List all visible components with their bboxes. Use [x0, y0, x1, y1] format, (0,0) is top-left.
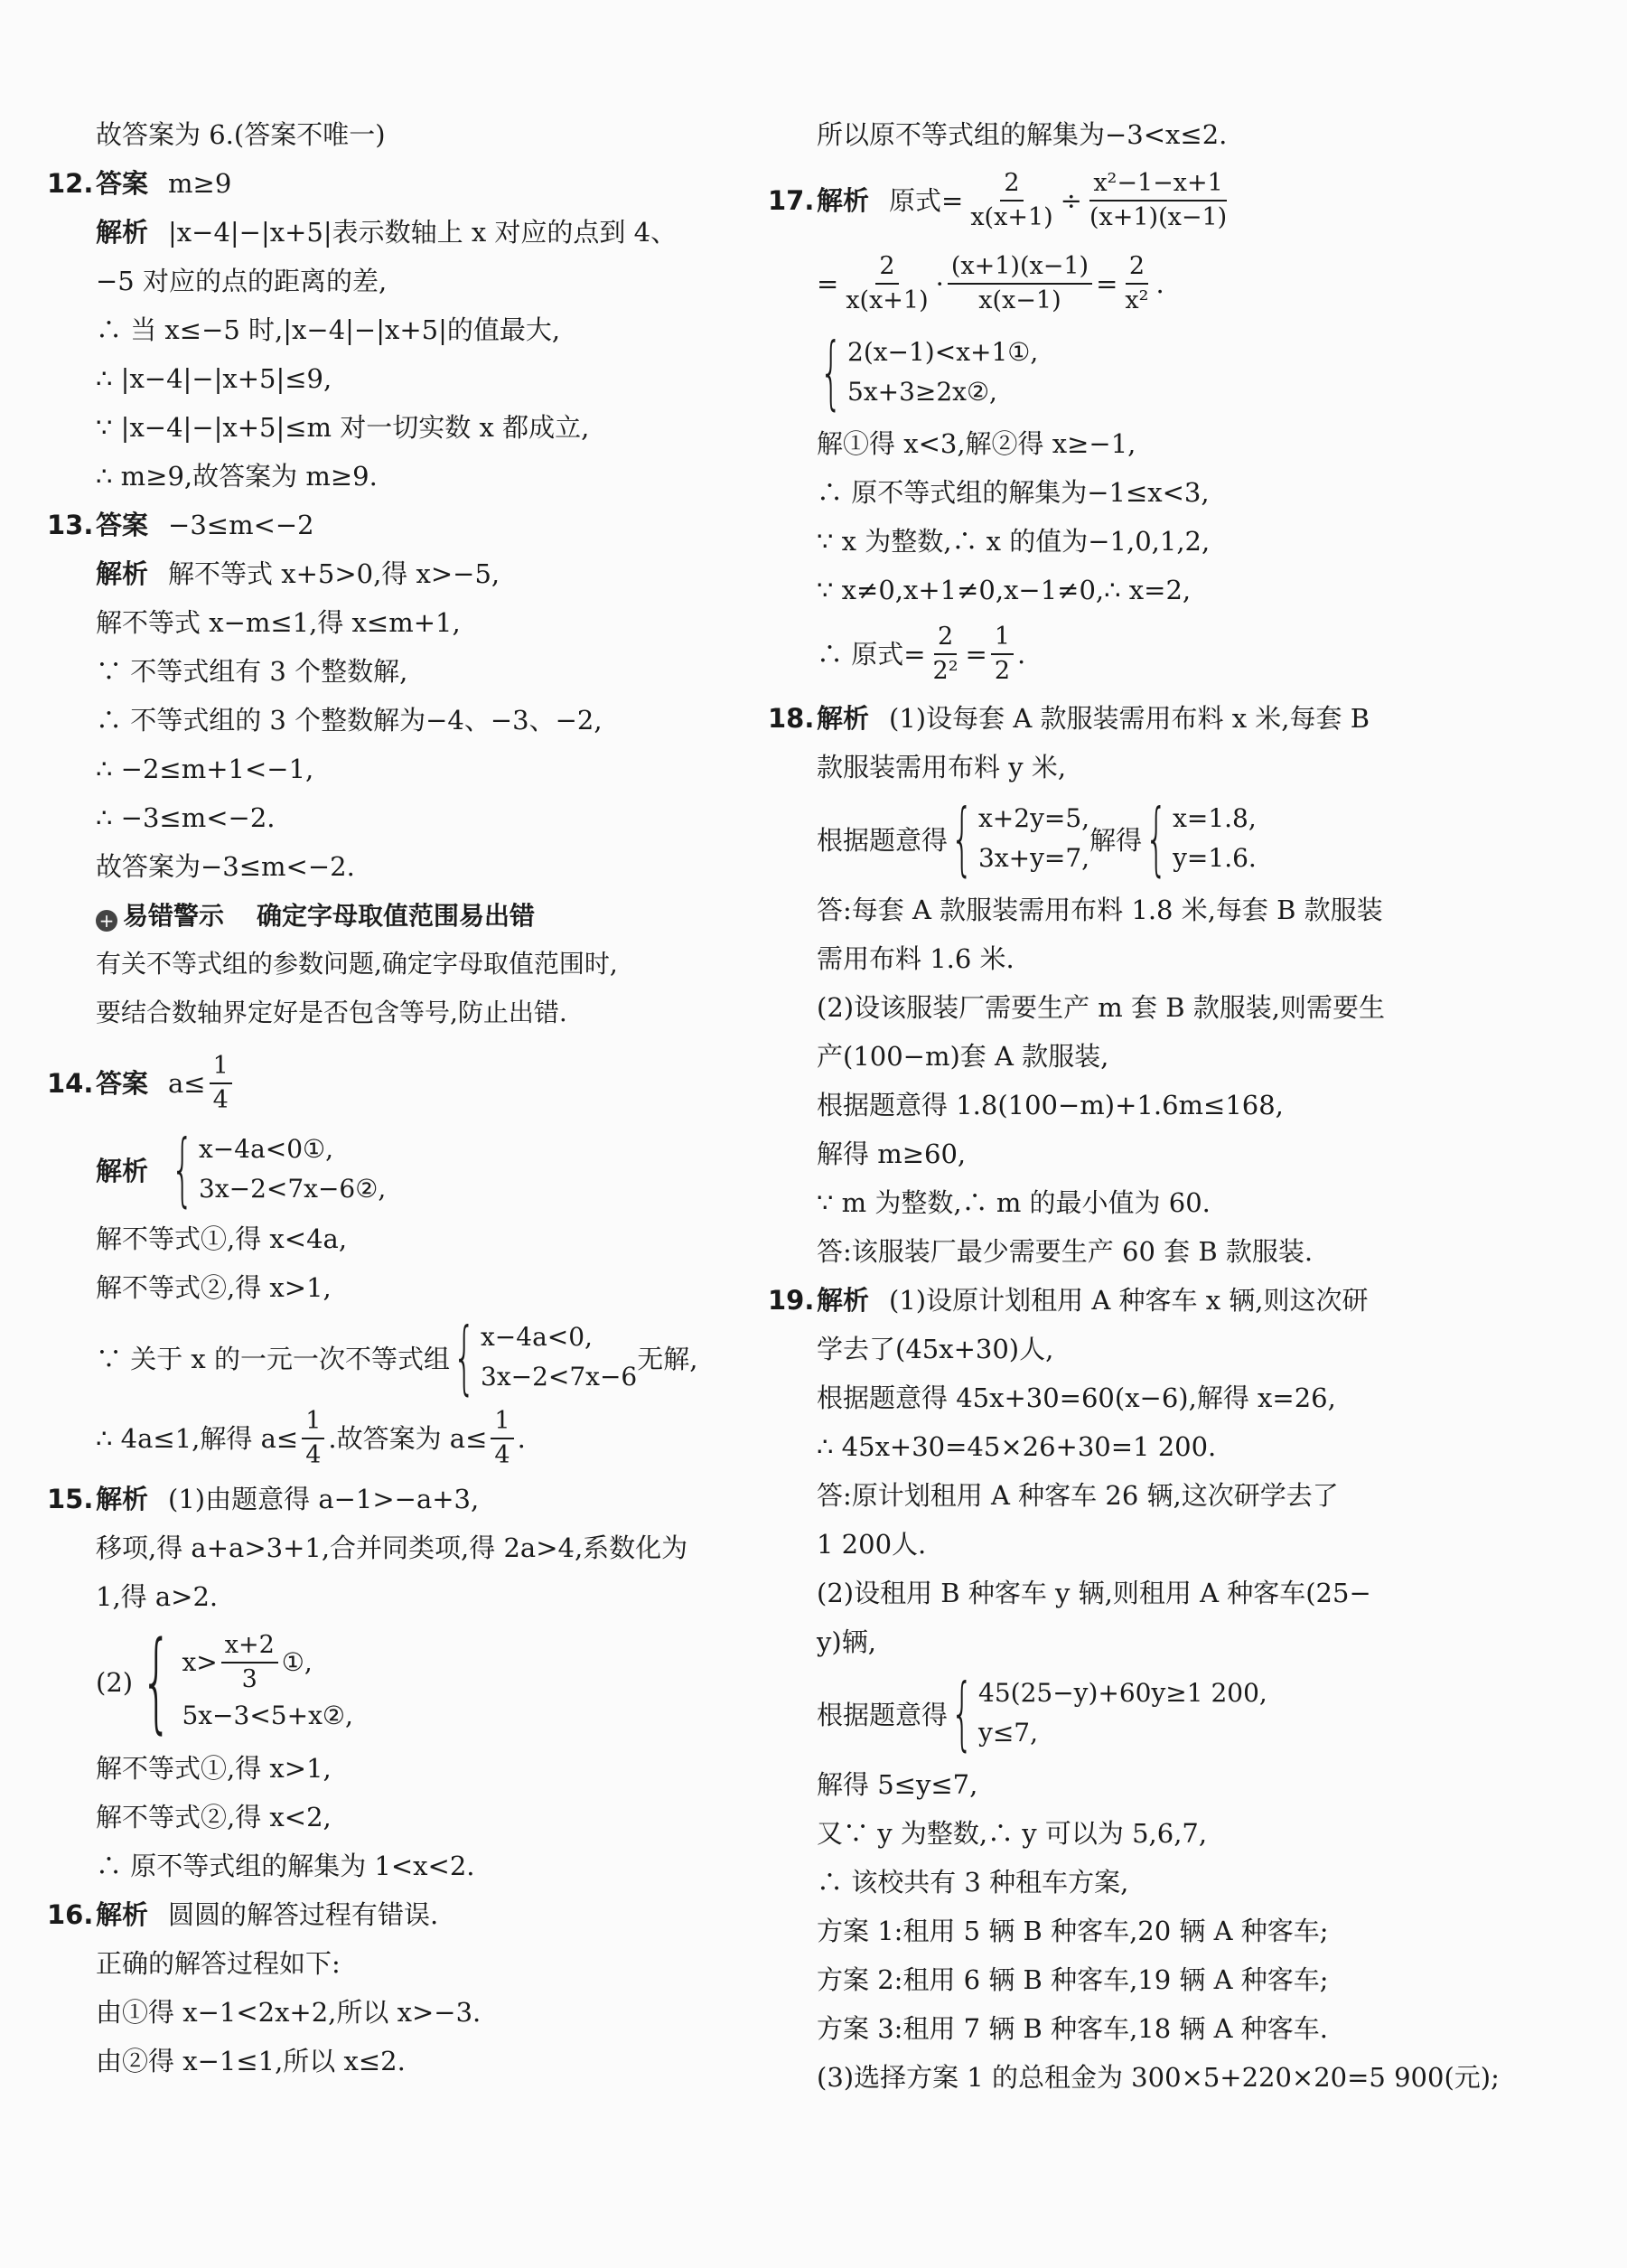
- q17-last-line: ∴ 原式= $\frac{2}{\text{2²}}$ = $\frac{1}{2}$ .: [768, 614, 1585, 694]
- text-line: ∴ 45x+30=45×26+30=1 200.: [817, 1431, 1217, 1462]
- q12-solution-line: [47, 208, 743, 257]
- q12-answer-line: [47, 159, 743, 208]
- text-line: ∴ 原不等式组的解集为 1<x<2.: [96, 1851, 475, 1881]
- answer-value: m≥9: [168, 168, 232, 199]
- fraction: $\frac{1}{4}$: [491, 1405, 513, 1472]
- text-line: ∵ m 为整数,∴ m 的最小值为 60.: [817, 1187, 1211, 1218]
- text-line: 由②得 x−1≤1,所以 x≤2.: [96, 2046, 406, 2076]
- text-line: 又∵ y 为整数,∴ y 可以为 5,6,7,: [817, 1818, 1208, 1849]
- answer-prefix: a≤: [168, 1068, 206, 1099]
- text-line: −5 对应的点的距离的差,: [96, 266, 388, 296]
- question-number: 19.: [768, 1285, 815, 1316]
- inequality-system: { x−4a<0, 3x−2<7x−6: [453, 1310, 638, 1403]
- text-line: 解得 m≥60,: [817, 1139, 967, 1169]
- text-line: ∴ 原不等式组的解集为−1≤x<3,: [817, 477, 1210, 508]
- q15-first-line: 15.解析 (1)由题意得 a−1>−a+3,: [47, 1475, 743, 1523]
- solution-tag: 解析: [96, 217, 149, 248]
- text-line: 故答案为 6.(答案不唯一): [96, 119, 386, 150]
- text-line: ∵ |x−4|−|x+5|≤m 对一切实数 x 都成立,: [96, 412, 590, 443]
- text-line: |x−4|−|x+5|表示数轴上 x 对应的点到 4、: [168, 217, 678, 248]
- text-line: 答:每套 A 款服装需用布料 1.8 米,每套 B 款服装: [817, 895, 1383, 925]
- text-line: 学去了(45x+30)人,: [817, 1334, 1054, 1364]
- brace-icon: {: [171, 1122, 194, 1215]
- text-line: ∴ −3≤m<−2.: [96, 802, 276, 833]
- answer-tag: 答案: [96, 510, 149, 540]
- text-line: 正确的解答过程如下:: [96, 1948, 341, 1979]
- text-line: (2)设该服装厂需要生产 m 套 B 款服装,则需要生: [817, 992, 1385, 1023]
- solution-tag: 解析: [817, 703, 870, 734]
- brace-icon: {: [141, 1619, 173, 1745]
- text-line: (2)设租用 B 种客车 y 辆,则租用 A 种客车(25−: [817, 1578, 1371, 1608]
- q14-answer-line: [47, 1043, 743, 1124]
- warning-text: 要结合数轴界定好是否包含等号,防止出错.: [96, 998, 567, 1027]
- fraction: $\frac{1}{2}$: [991, 621, 1014, 688]
- text-line: 需用布料 1.6 米.: [817, 943, 1015, 974]
- answer-tag: 答案: [96, 1068, 149, 1099]
- text-line: 款服装需用布料 y 米,: [817, 752, 1067, 783]
- left-column: [47, 110, 743, 2085]
- text-line: 答:原计划租用 A 种客车 26 辆,这次研学去了: [817, 1480, 1339, 1511]
- solution-tag: 解析: [96, 1484, 149, 1514]
- inequality-system: { 45(25−y)+60y≥1 200, y≤7,: [950, 1666, 1267, 1759]
- text-line: ∴ 当 x≤−5 时,|x−4|−|x+5|的值最大,: [96, 314, 561, 345]
- text-line: 1 200人.: [817, 1529, 927, 1560]
- solution-tag: 解析: [96, 1899, 149, 1930]
- q15-system-line: (2) { x> $\frac{x+2}{3}$ ①, 5x−3<5+x②,: [96, 1619, 353, 1745]
- warning-title: 确定字母取值范围易出错: [257, 901, 536, 931]
- text-line: ∵ 不等式组有 3 个整数解,: [96, 656, 408, 687]
- text-line: 解不等式①,得 x<4a,: [96, 1223, 348, 1254]
- question-number: 12.: [47, 168, 94, 199]
- text-line: ∴ 不等式组的 3 个整数解为−4、−3、−2,: [96, 705, 603, 736]
- plus-circle-icon: +: [96, 910, 117, 932]
- inequality-system: { x> $\frac{x+2}{3}$ ①, 5x−3<5+x②,: [141, 1619, 353, 1745]
- q17-expr-line: = $\frac{2}{x(x+1)}$ · $\frac{(x+1)(x-1)}{x(x-1)}$ = $\frac{2}{\text{x²}}$ .: [768, 242, 1585, 325]
- q14-last-line: ∴ 4a≤1,解得 a≤ $\frac{1}{4}$ .故答案为 a≤ $\frac{1}{4}$ .: [47, 1402, 743, 1475]
- text-line: ∴ −2≤m+1<−1,: [96, 754, 314, 784]
- fraction: $\frac{(x+1)(x-1)}{x(x-1)}$: [948, 250, 1092, 317]
- solution-system: { x=1.8, y=1.6.: [1145, 792, 1257, 885]
- inequality-system: { x−4a<0①, 3x−2<7x−6②,: [171, 1122, 387, 1215]
- warning-label: 易错警示: [123, 901, 225, 931]
- q17-system: [768, 325, 1585, 419]
- fraction: $\frac{\text{x²−1−x+1}}{(x+1)(x-1)}$: [1089, 169, 1228, 231]
- answer-tag: 答案: [96, 168, 149, 199]
- q17-expr-line: 17. 解析 原式= $\frac{2}{x(x+1)}$ ÷ $\frac{\text{x²−1−x+1}}{(x+1)(x-1)}$: [768, 159, 1585, 242]
- fraction: $\frac{2}{x(x+1)}$: [846, 252, 929, 314]
- text-line: 方案 1:租用 5 辆 B 种客车,20 辆 A 种客车;: [817, 1916, 1329, 1946]
- fraction: $\frac{2}{\text{2²}}$: [932, 623, 958, 685]
- warning-text: 有关不等式组的参数问题,确定字母取值范围时,: [96, 949, 618, 979]
- question-number: 16.: [47, 1899, 94, 1930]
- text-line: ∴ 该校共有 3 种租车方案,: [817, 1867, 1129, 1898]
- text-line: 方案 2:租用 6 辆 B 种客车,19 辆 A 种客车;: [817, 1964, 1329, 1995]
- q18-first-line: 18.解析 (1)设每套 A 款服装需用布料 x 米,每套 B: [768, 694, 1585, 743]
- text-line: (3)选择方案 1 的总租金为 300×5+220×20=5 900(元);: [817, 2062, 1500, 2093]
- text-line: 解不等式 x−m≤1,得 x≤m+1,: [96, 607, 461, 638]
- text-line: 解不等式①,得 x>1,: [96, 1753, 332, 1784]
- text-line: 所以原不等式组的解集为−3<x≤2.: [817, 119, 1228, 150]
- q19-system-line: 根据题意得 { 45(25−y)+60y≥1 200, y≤7,: [817, 1666, 1267, 1759]
- solution-tag: 解析: [817, 185, 870, 216]
- text-line: 解不等式 x+5>0,得 x>−5,: [168, 558, 500, 589]
- text-line: ∵ x≠0,x+1≠0,x−1≠0,∴ x=2,: [817, 575, 1192, 605]
- question-number: 13.: [47, 510, 94, 540]
- fraction: $\frac{1}{4}$: [302, 1405, 324, 1472]
- fraction: $\frac{x+2}{3}$: [221, 1629, 278, 1696]
- q13-answer-line: [47, 501, 743, 549]
- solution-tag: 解析: [96, 558, 149, 589]
- q16-first-line: 16.解析 圆圆的解答过程有错误.: [47, 1890, 743, 1939]
- question-number: 15.: [47, 1484, 94, 1514]
- text-line: 1,得 a>2.: [96, 1581, 219, 1612]
- question-number: 14.: [47, 1068, 94, 1099]
- brace-icon: {: [453, 1310, 476, 1403]
- text-line: 解不等式②,得 x>1,: [96, 1272, 332, 1303]
- text-line: y)辆,: [817, 1626, 876, 1657]
- q18-system-line: 根据题意得 { x+2y=5, 3x+y=7, 解得 { x=1.8, y=1.6.: [817, 792, 1257, 885]
- answer-value: −3≤m<−2: [168, 510, 314, 540]
- brace-icon: {: [950, 1666, 974, 1759]
- fraction: $\frac{1}{4}$: [210, 1050, 232, 1117]
- text-line: 解不等式②,得 x<2,: [96, 1802, 332, 1832]
- question-number: 18.: [768, 703, 815, 734]
- brace-icon: {: [1145, 792, 1168, 885]
- brace-icon: {: [819, 325, 843, 418]
- text-line: ∴ |x−4|−|x+5|≤9,: [96, 363, 332, 394]
- fraction: $\frac{2}{x(x+1)}$: [970, 169, 1053, 231]
- text-line: ∴ m≥9,故答案为 m≥9.: [96, 461, 378, 492]
- text-line: 根据题意得 45x+30=60(x−6),解得 x=26,: [817, 1382, 1336, 1413]
- text-line: 解①得 x<3,解②得 x≥−1,: [817, 428, 1136, 459]
- text-line: 产(100−m)套 A 款服装,: [817, 1041, 1109, 1072]
- text-line: 解得 5≤y≤7,: [817, 1769, 978, 1800]
- warning-header: [47, 891, 743, 940]
- text-line: 方案 3:租用 7 辆 B 种客车,18 辆 A 种客车.: [817, 2013, 1329, 2044]
- question-number: 17.: [768, 185, 815, 216]
- text-line: ∵ x 为整数,∴ x 的值为−1,0,1,2,: [817, 526, 1211, 557]
- equation-system: { x+2y=5, 3x+y=7,: [950, 792, 1090, 885]
- inequality-system: { 2(x−1)<x+1①, 5x+3≥2x②,: [819, 325, 1039, 418]
- fraction: $\frac{2}{\text{x²}}$: [1125, 252, 1149, 314]
- text-line: 答:该服装厂最少需要生产 60 套 B 款服装.: [817, 1236, 1314, 1267]
- q14-because-line: ∵ 关于 x 的一元一次不等式组 { x−4a<0, 3x−2<7x−6 无解,: [96, 1310, 698, 1403]
- solution-tag: 解析: [96, 1155, 149, 1186]
- text-line: 移项,得 a+a>3+1,合并同类项,得 2a>4,系数化为: [96, 1532, 688, 1563]
- text-line: 故答案为−3≤m<−2.: [96, 851, 355, 882]
- solution-tag: 解析: [817, 1285, 870, 1316]
- q13-solution-line: [47, 549, 743, 598]
- text-line: 根据题意得 1.8(100−m)+1.6m≤168,: [817, 1090, 1284, 1120]
- brace-icon: {: [950, 792, 974, 885]
- q14-system-line: [47, 1124, 743, 1214]
- text-line: 由①得 x−1<2x+2,所以 x>−3.: [96, 1997, 482, 2028]
- q19-first-line: 19.解析 (1)设原计划租用 A 种客车 x 辆,则这次研: [768, 1276, 1585, 1325]
- right-column: [768, 110, 1585, 2102]
